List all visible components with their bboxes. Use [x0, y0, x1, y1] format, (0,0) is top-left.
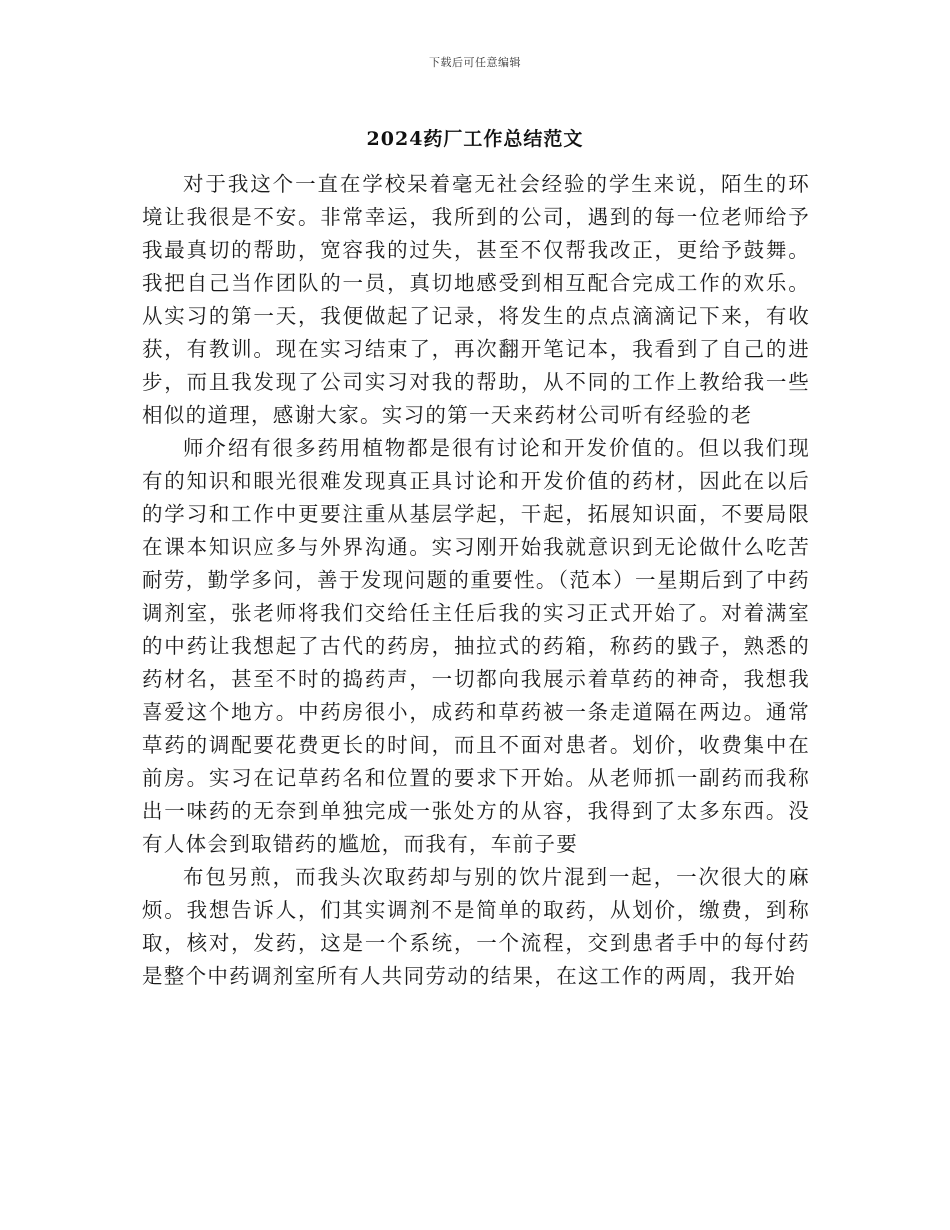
document-body — [142, 168, 810, 993]
paragraph: 师介绍有很多药用植物都是很有讨论和开发价值的。但以我们现有的知识和眼光很难发现真正具讨论和开发价值的药材，因此在以后的学习和工作中更要注重从基层学起，干起，拓展知识面，不要局限在课本知识应多与外界沟通。实习刚开始我就意识到无论做什么吃苦耐劳，勤学多问，善于发现问题的重要性。（范本）一星期后到了中药调剂室，张老师将我们交给任主任后我的实习正式开始了。对着满室的中药让我想起了古代的药房，抽拉式的药箱，称药的戥子，熟悉的药材名，甚至不时的捣药声，一切都向我展示着草药的神奇，我想我喜爱这个地方。中药房很小，成药和草药被一条走道隔在两边。通常草药的调配要花费更长的时间，而且不面对患者。划价，收费集中在前房。实习在记草药名和位置的要求下开始。从老师抓一副药而我称出一味药的无奈到单独完成一张处方的从容，我得到了太多东西。没有人体会到取错药的尴尬，而我有，车前子要 — [142, 436, 810, 856]
document-title: 2024药厂工作总结范文 — [366, 128, 584, 150]
paragraph: 对于我这个一直在学校呆着毫无社会经验的学生来说，陌生的环境让我很是不安。非常幸运，我所到的公司，遇到的每一位老师给予我最真切的帮助，宽容我的过失，甚至不仅帮我改正，更给予鼓舞。我把自己当作团队的一员，真切地感受到相互配合完成工作的欢乐。从实习的第一天，我便做起了记录，将发生的点点滴滴记下来，有收获，有教训。现在实习结束了，再次翻开笔记本，我看到了自己的进步，而且我发现了公司实习对我的帮助，从不同的工作上教给我一些相似的道理，感谢大家。实习的第一天来药材公司听有经验的老 — [142, 172, 810, 427]
header-note: 下载后可任意编辑 — [429, 56, 521, 69]
paragraph: 布包另煎，而我头次取药却与别的饮片混到一起，一次很大的麻烦。我想告诉人，们其实调剂不是简单的取药，从划价，缴费，到称取，核对，发药，这是一个系统，一个流程，交到患者手中的每付药是整个中药调剂室所有人共同劳动的结果，在这工作的两周，我开始 — [142, 865, 810, 988]
